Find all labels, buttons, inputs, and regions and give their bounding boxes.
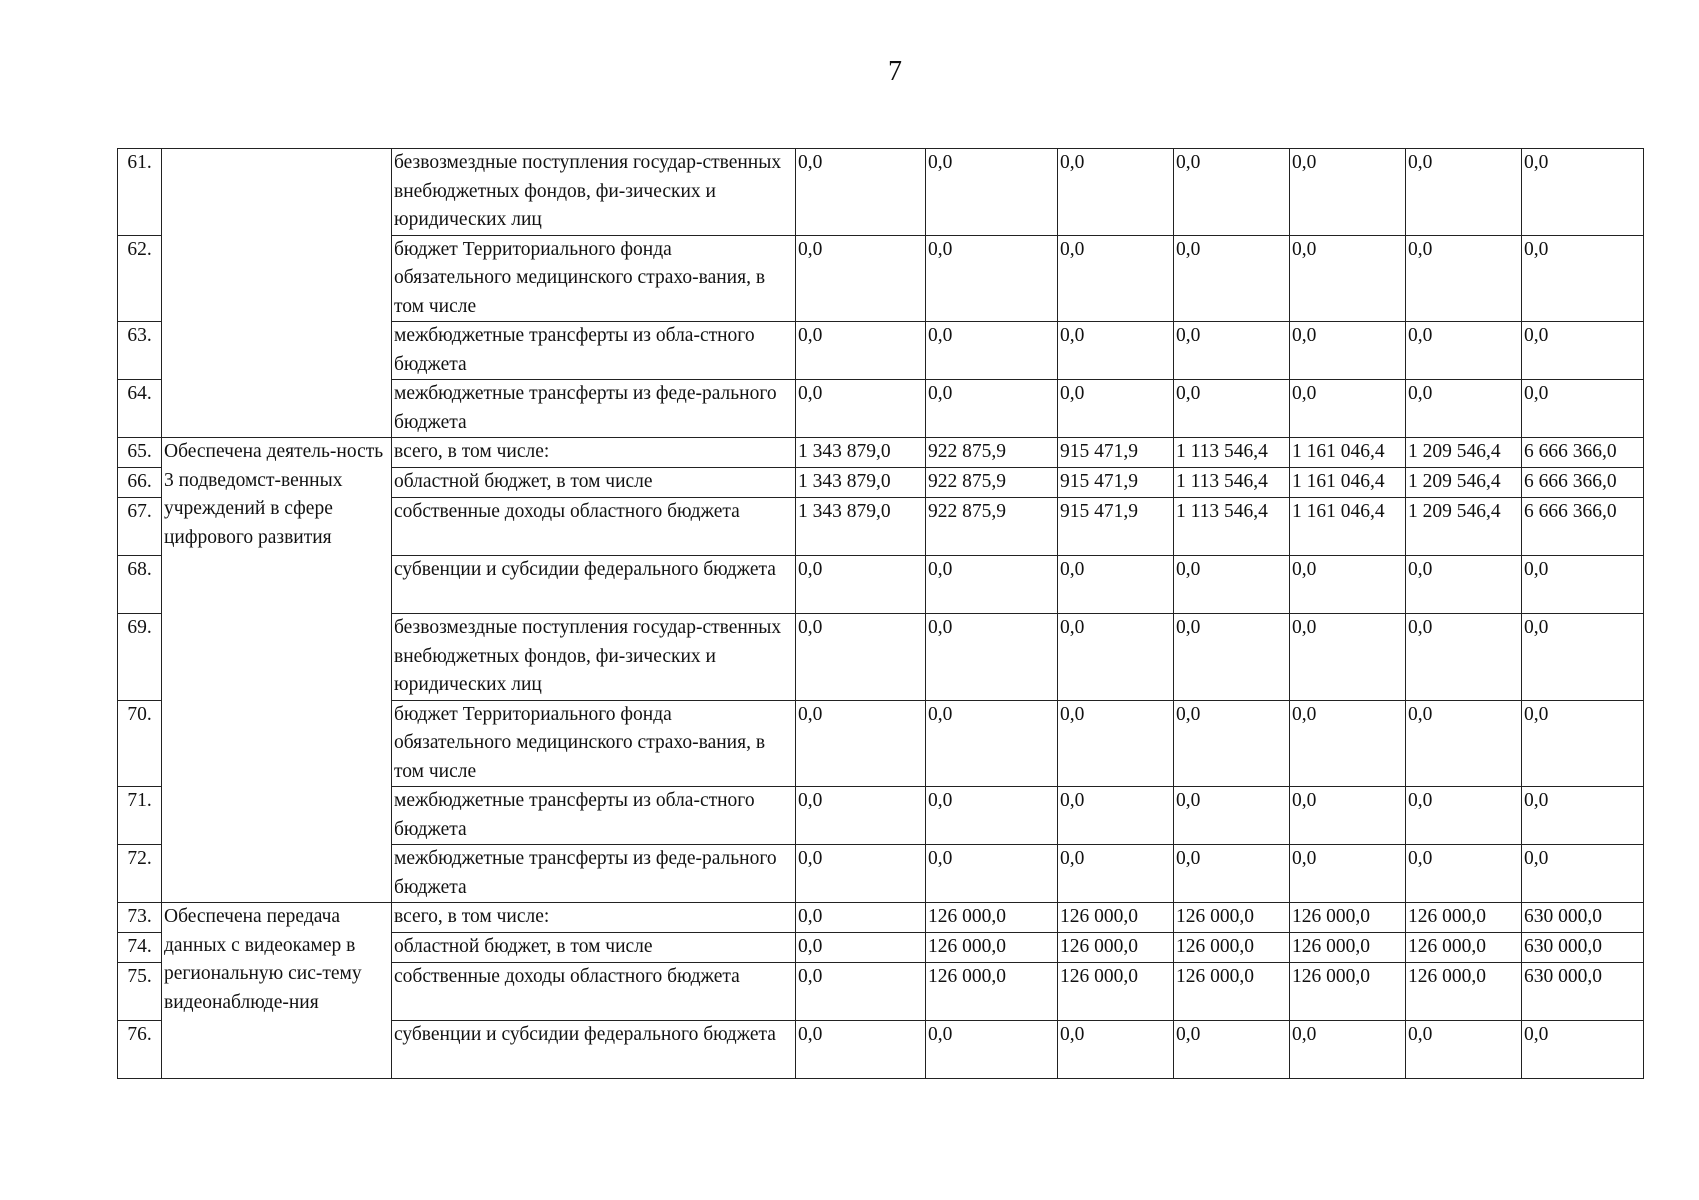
value-cell: 0,0 xyxy=(926,322,1058,380)
table-body xyxy=(118,149,1644,1079)
value-cell: 0,0 xyxy=(796,322,926,380)
value-cell: 922 875,9 xyxy=(926,438,1058,468)
value-cell: 0,0 xyxy=(1290,380,1406,438)
value-cell: 6 666 366,0 xyxy=(1522,498,1644,556)
value-cell: 6 666 366,0 xyxy=(1522,438,1644,468)
value-cell: 1 209 546,4 xyxy=(1406,438,1522,468)
value-cell: 126 000,0 xyxy=(1174,963,1290,1021)
value-cell: 0,0 xyxy=(1058,322,1174,380)
value-cell: 0,0 xyxy=(1290,787,1406,845)
value-cell: 126 000,0 xyxy=(1058,903,1174,933)
value-cell: 0,0 xyxy=(1058,149,1174,236)
row-number: 68. xyxy=(118,556,162,614)
value-cell: 126 000,0 xyxy=(1058,963,1174,1021)
value-cell: 0,0 xyxy=(1406,787,1522,845)
value-cell: 126 000,0 xyxy=(1290,903,1406,933)
row-description: субвенции и субсидии федерального бюджета xyxy=(392,556,796,614)
value-cell: 1 113 546,4 xyxy=(1174,438,1290,468)
value-cell: 0,0 xyxy=(1522,1021,1644,1079)
value-cell: 0,0 xyxy=(1406,556,1522,614)
value-cell: 0,0 xyxy=(1406,380,1522,438)
value-cell: 0,0 xyxy=(796,933,926,963)
value-cell: 0,0 xyxy=(1522,845,1644,903)
value-cell: 1 113 546,4 xyxy=(1174,468,1290,498)
row-number: 75. xyxy=(118,963,162,1021)
value-cell: 0,0 xyxy=(796,380,926,438)
page-number: 7 xyxy=(888,56,902,87)
value-cell: 1 161 046,4 xyxy=(1290,498,1406,556)
value-cell: 126 000,0 xyxy=(1174,933,1290,963)
value-cell: 0,0 xyxy=(926,380,1058,438)
value-cell: 922 875,9 xyxy=(926,468,1058,498)
value-cell: 0,0 xyxy=(1522,556,1644,614)
value-cell: 0,0 xyxy=(1406,149,1522,236)
value-cell: 0,0 xyxy=(796,235,926,322)
row-number: 61. xyxy=(118,149,162,236)
budget-table xyxy=(117,148,1644,1079)
value-cell: 0,0 xyxy=(796,787,926,845)
value-cell: 0,0 xyxy=(926,556,1058,614)
value-cell: 0,0 xyxy=(1174,235,1290,322)
value-cell: 0,0 xyxy=(1174,700,1290,787)
value-cell: 0,0 xyxy=(1522,700,1644,787)
value-cell: 0,0 xyxy=(1174,556,1290,614)
value-cell: 630 000,0 xyxy=(1522,933,1644,963)
value-cell: 0,0 xyxy=(1522,614,1644,701)
value-cell: 0,0 xyxy=(1290,1021,1406,1079)
value-cell: 0,0 xyxy=(1406,235,1522,322)
value-cell: 0,0 xyxy=(1290,149,1406,236)
value-cell: 126 000,0 xyxy=(1290,933,1406,963)
value-cell: 1 209 546,4 xyxy=(1406,498,1522,556)
value-cell: 0,0 xyxy=(1174,322,1290,380)
group-label: Обеспечена деятель-ность 3 подведомст-венных учреждений в сфере цифрового развития xyxy=(162,438,392,903)
row-number: 62. xyxy=(118,235,162,322)
value-cell: 0,0 xyxy=(1058,845,1174,903)
value-cell: 126 000,0 xyxy=(926,963,1058,1021)
value-cell: 0,0 xyxy=(1406,322,1522,380)
value-cell: 0,0 xyxy=(796,700,926,787)
value-cell: 0,0 xyxy=(796,1021,926,1079)
value-cell: 0,0 xyxy=(926,614,1058,701)
value-cell: 0,0 xyxy=(1174,380,1290,438)
group-label: Обеспечена передача данных с видеокамер в региональную сис-тему видеонаблюде-ния xyxy=(162,903,392,1079)
row-number: 76. xyxy=(118,1021,162,1079)
value-cell: 915 471,9 xyxy=(1058,438,1174,468)
value-cell: 0,0 xyxy=(1058,235,1174,322)
value-cell: 0,0 xyxy=(796,903,926,933)
value-cell: 0,0 xyxy=(1290,845,1406,903)
row-number: 67. xyxy=(118,498,162,556)
value-cell: 0,0 xyxy=(1290,556,1406,614)
row-description: областной бюджет, в том числе xyxy=(392,468,796,498)
row-number: 66. xyxy=(118,468,162,498)
row-description: межбюджетные трансферты из феде-рального бюджета xyxy=(392,845,796,903)
value-cell: 126 000,0 xyxy=(1406,903,1522,933)
row-description: бюджет Территориального фонда обязательного медицинского страхо-вания, в том числе xyxy=(392,235,796,322)
value-cell: 0,0 xyxy=(1522,149,1644,236)
value-cell: 0,0 xyxy=(796,845,926,903)
value-cell: 0,0 xyxy=(1058,380,1174,438)
value-cell: 0,0 xyxy=(1522,322,1644,380)
value-cell: 0,0 xyxy=(796,556,926,614)
value-cell: 915 471,9 xyxy=(1058,498,1174,556)
row-number: 69. xyxy=(118,614,162,701)
value-cell: 0,0 xyxy=(1174,1021,1290,1079)
value-cell: 630 000,0 xyxy=(1522,903,1644,933)
value-cell: 915 471,9 xyxy=(1058,468,1174,498)
value-cell: 126 000,0 xyxy=(1174,903,1290,933)
row-number: 70. xyxy=(118,700,162,787)
value-cell: 0,0 xyxy=(1290,614,1406,701)
value-cell: 0,0 xyxy=(1522,380,1644,438)
value-cell: 0,0 xyxy=(1290,235,1406,322)
value-cell: 126 000,0 xyxy=(926,933,1058,963)
row-description: областной бюджет, в том числе xyxy=(392,933,796,963)
row-number: 65. xyxy=(118,438,162,468)
value-cell: 1 161 046,4 xyxy=(1290,468,1406,498)
value-cell: 0,0 xyxy=(1406,1021,1522,1079)
value-cell: 0,0 xyxy=(796,614,926,701)
value-cell: 922 875,9 xyxy=(926,498,1058,556)
row-description: собственные доходы областного бюджета xyxy=(392,963,796,1021)
value-cell: 0,0 xyxy=(926,1021,1058,1079)
value-cell: 0,0 xyxy=(926,700,1058,787)
row-number: 74. xyxy=(118,933,162,963)
row-description: бюджет Территориального фонда обязательного медицинского страхо-вания, в том числе xyxy=(392,700,796,787)
value-cell: 0,0 xyxy=(1290,322,1406,380)
value-cell: 0,0 xyxy=(1522,235,1644,322)
value-cell: 0,0 xyxy=(1174,845,1290,903)
value-cell: 0,0 xyxy=(1174,149,1290,236)
value-cell: 0,0 xyxy=(1058,700,1174,787)
value-cell: 0,0 xyxy=(796,149,926,236)
value-cell: 0,0 xyxy=(1406,700,1522,787)
value-cell: 1 343 879,0 xyxy=(796,438,926,468)
value-cell: 0,0 xyxy=(1406,614,1522,701)
row-description: всего, в том числе: xyxy=(392,903,796,933)
value-cell: 0,0 xyxy=(1522,787,1644,845)
group-label-empty xyxy=(162,149,392,438)
value-cell: 0,0 xyxy=(1058,787,1174,845)
value-cell: 1 343 879,0 xyxy=(796,498,926,556)
value-cell: 1 209 546,4 xyxy=(1406,468,1522,498)
row-number: 73. xyxy=(118,903,162,933)
row-description: всего, в том числе: xyxy=(392,438,796,468)
row-description: межбюджетные трансферты из феде-рального бюджета xyxy=(392,380,796,438)
value-cell: 0,0 xyxy=(1058,1021,1174,1079)
value-cell: 0,0 xyxy=(926,149,1058,236)
value-cell: 1 343 879,0 xyxy=(796,468,926,498)
table-row xyxy=(118,438,1644,468)
row-number: 72. xyxy=(118,845,162,903)
value-cell: 6 666 366,0 xyxy=(1522,468,1644,498)
row-description: собственные доходы областного бюджета xyxy=(392,498,796,556)
value-cell: 0,0 xyxy=(1174,614,1290,701)
value-cell: 0,0 xyxy=(926,845,1058,903)
value-cell: 0,0 xyxy=(1058,614,1174,701)
row-number: 63. xyxy=(118,322,162,380)
value-cell: 0,0 xyxy=(1174,787,1290,845)
value-cell: 126 000,0 xyxy=(926,903,1058,933)
value-cell: 126 000,0 xyxy=(1406,963,1522,1021)
value-cell: 0,0 xyxy=(1290,700,1406,787)
table-row xyxy=(118,903,1644,933)
value-cell: 1 113 546,4 xyxy=(1174,498,1290,556)
row-description: субвенции и субсидии федерального бюджета xyxy=(392,1021,796,1079)
row-description: межбюджетные трансферты из обла-стного бюджета xyxy=(392,322,796,380)
table-row xyxy=(118,149,1644,236)
value-cell: 0,0 xyxy=(796,963,926,1021)
value-cell: 126 000,0 xyxy=(1058,933,1174,963)
row-description: безвозмездные поступления государ-ственных внебюджетных фондов, фи-зических и юридических лиц xyxy=(392,149,796,236)
row-number: 64. xyxy=(118,380,162,438)
value-cell: 126 000,0 xyxy=(1406,933,1522,963)
row-description: межбюджетные трансферты из обла-стного бюджета xyxy=(392,787,796,845)
value-cell: 0,0 xyxy=(1058,556,1174,614)
row-number: 71. xyxy=(118,787,162,845)
value-cell: 0,0 xyxy=(1406,845,1522,903)
value-cell: 1 161 046,4 xyxy=(1290,438,1406,468)
value-cell: 0,0 xyxy=(926,235,1058,322)
row-description: безвозмездные поступления государ-ственных внебюджетных фондов, фи-зических и юридических лиц xyxy=(392,614,796,701)
value-cell: 630 000,0 xyxy=(1522,963,1644,1021)
value-cell: 0,0 xyxy=(926,787,1058,845)
value-cell: 126 000,0 xyxy=(1290,963,1406,1021)
